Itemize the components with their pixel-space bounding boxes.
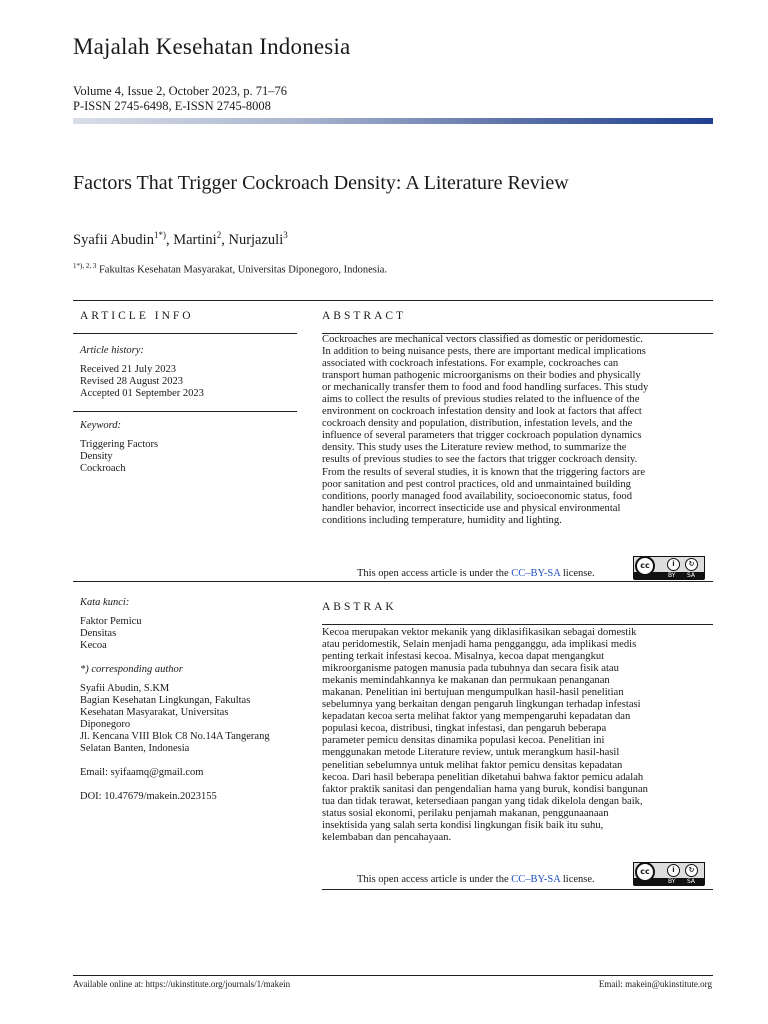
abstrak-line: mikroorganisme patogen manusia pada tubuhnya dan secara fisik atau: [322, 663, 619, 675]
badge-by-label: BY: [668, 572, 676, 579]
corresponding-line: Bagian Kesehatan Lingkungan, Fakultas: [80, 695, 251, 706]
abstrak-line: insektisida yang salah serta kondisi lingkungan fisik baik itu suhu,: [322, 819, 604, 831]
author-name: Martini: [173, 231, 217, 248]
badge-sa-label: SA: [687, 878, 696, 885]
kata-kunci: [80, 597, 142, 652]
author-list: [73, 230, 288, 249]
license-link[interactable]: CC–BY-SA: [511, 568, 561, 579]
divider: [322, 624, 713, 625]
corresponding-author: [80, 664, 295, 803]
kata-kunci-item: Densitas: [80, 628, 117, 639]
abstract-line: conditions including temperature, humidity and lighting.: [322, 514, 562, 526]
keyword-item: Density: [80, 451, 113, 462]
abstract-line: cockroach density and population, distribution, infestation levels, and the: [322, 418, 633, 430]
cc-by-sa-badge[interactable]: [633, 556, 705, 580]
issue-info: [73, 84, 287, 114]
abstrak-line: Kecoa merupakan vektor mekanik yang diklasifikasikan sebagai domestik: [322, 627, 637, 638]
author-separator: ,: [221, 231, 229, 248]
history-label: Article history:: [80, 345, 144, 356]
keyword-item: Cockroach: [80, 463, 126, 474]
license-prefix: This open access article is under the: [357, 874, 512, 885]
affiliation-text: Fakultas Kesehatan Masyarakat, Universitas Diponegoro, Indonesia.: [98, 264, 388, 276]
abstract-line: environment on cockroach infestation density and look at factors that affect: [322, 406, 642, 418]
abstract-line: associated with cockroach infestations. For example, cockroaches can: [322, 358, 619, 370]
abstrak-line: parameter pemicu densitas dinamika populasi kecoa. Penelitian ini: [322, 735, 605, 747]
abstract-line: In addition to being nuisance pests, there are important medical implications: [322, 346, 646, 358]
abstract-line: density. This study uses the Literature review method, to summarize the: [322, 442, 627, 454]
abstrak-line: menggunakan metode Literature review, untuk merangkum hasil-hasil: [322, 747, 620, 759]
abstract-line: or mechanically transfer them to food and food handling surfaces. This study: [322, 382, 649, 394]
abstract-line: From the results of several studies, it is known that the triggering factors are: [322, 466, 646, 478]
license-note: [357, 568, 595, 579]
footer-email[interactable]: Email: makein@ukinstitute.org: [598, 979, 712, 989]
abstrak-line: populasi kecoa, distribusi, tingkat infestasi, dan pengaruh beberapa: [322, 723, 607, 735]
divider: [73, 581, 713, 582]
divider: [73, 300, 713, 301]
journal-title: Majalah Kesehatan Indonesia: [73, 34, 351, 59]
abstract-line: Cockroaches are mechanical vectors classified as domestic or peridomestic.: [322, 334, 643, 345]
author-sup: 2: [216, 230, 222, 240]
author-sup: 1*): [153, 230, 166, 240]
header-gradient-bar: [73, 118, 713, 124]
abstrak-body: [322, 627, 706, 844]
affiliation: [73, 262, 387, 276]
author-name: Syafii Abudin: [73, 231, 154, 248]
history-item: Accepted 01 September 2023: [80, 388, 204, 399]
corresponding-email[interactable]: Email: syifaamq@gmail.com: [80, 767, 204, 778]
divider: [73, 411, 297, 412]
corresponding-line: Selatan Banten, Indonesia: [80, 743, 190, 754]
kata-kunci-item: Faktor Pemicu: [80, 616, 142, 627]
history-item: Revised 28 August 2023: [80, 376, 183, 387]
abstrak-line: status sosial ekonomi, perilaku penjamah makanan, penggunaanaan: [322, 807, 609, 819]
abstract-line: influence of several parameters that trigger cockroach population dynamics: [322, 430, 642, 442]
keyword-item: Triggering Factors: [80, 439, 159, 450]
abstrak-line: kelembaban dan pencahayaan.: [322, 831, 452, 843]
abstract-line: handler behavior, incorrect insecticide use and physical environmental: [322, 502, 621, 514]
attribution-icon: i: [667, 864, 680, 877]
share-alike-icon: ↻: [685, 864, 698, 877]
cc-by-sa-badge[interactable]: [633, 862, 705, 886]
abstrak-line: penelitian sebelumnya untuk melihat faktor pemicu densitas kepadatan: [322, 759, 623, 771]
issn-line: P-ISSN 2745-6498, E-ISSN 2745-8008: [73, 99, 271, 113]
corresponding-line: Kesehatan Masyarakat, Universitas: [80, 707, 229, 718]
author-sup: 3: [283, 230, 288, 240]
abstract-heading: ABSTRACT: [322, 310, 407, 322]
kata-kunci-label: Kata kunci:: [80, 597, 130, 608]
license-link[interactable]: CC–BY-SA: [511, 874, 561, 885]
badge-by-label: BY: [668, 878, 676, 885]
abstrak-line: faktor praktik sanitasi dan pengendalian hama yang buruk, kondisi bangunan: [322, 783, 648, 795]
article-info-heading: ARTICLE INFO: [80, 310, 194, 322]
abstrak-line: atau peridomestik, Selain menjadi hama pengganggu, ada implikasi medis: [322, 639, 637, 651]
history-item: Received 21 July 2023: [80, 364, 176, 375]
affiliation-sup: 1*), 2, 3: [73, 262, 97, 270]
license-suffix: license.: [560, 874, 595, 885]
abstrak-line: tua dan tidak terawat, ketersediaan pangan yang tidak dikelola dengan baik,: [322, 795, 643, 807]
share-alike-icon: ↻: [685, 558, 698, 571]
abstrak-line: sebelumnya yang berkaitan dengan pengaruh lingkungan terhadap infestasi: [322, 699, 641, 711]
abstrak-heading: ABSTRAK: [322, 601, 397, 613]
author-separator: ,: [165, 231, 174, 248]
attribution-icon: i: [667, 558, 680, 571]
keyword-label: Keyword:: [80, 420, 122, 431]
volume-line: Volume 4, Issue 2, October 2023, p. 71–76: [73, 84, 287, 98]
abstrak-line: mekanis memindahkannya ke makanan dan permukaan penanganan: [322, 675, 610, 687]
badge-sa-label: SA: [687, 572, 696, 579]
cc-icon: cc: [635, 862, 655, 882]
abstract-line: poor sanitation and pest control practices, old and unmaintained building: [322, 478, 631, 490]
abstrak-line: kecoa. Dari hasil beberapa penelitian diketahui bahwa faktor pemicu adalah: [322, 771, 644, 783]
keywords: [80, 420, 158, 475]
divider: [73, 333, 297, 334]
license-suffix: license.: [560, 568, 595, 579]
license-prefix: This open access article is under the: [357, 568, 512, 579]
abstrak-line: penting terkait infestasi kecoa. Misalnya, kecoa dapat mengangkut: [322, 651, 605, 663]
corresponding-line: Syafii Abudin, S.KM: [80, 683, 170, 694]
abstract-body: [322, 334, 706, 527]
abstract-line: results of previous studies to see the factors that trigger cockroach density.: [322, 454, 638, 466]
doi[interactable]: DOI: 10.47679/makein.2023155: [80, 791, 217, 802]
abstract-line: conditions, poorly managed food availability, socioeconomic status, food: [322, 490, 632, 502]
divider: [73, 975, 713, 976]
cc-icon: cc: [635, 556, 655, 576]
author-name: Nurjazuli: [228, 231, 284, 248]
footer-url[interactable]: Available online at: https://ukinstitute.org/journals/1/makein: [73, 979, 291, 989]
abstract-line: transport human pathogenic microorganisms on their bodies and physically: [322, 370, 641, 382]
abstract-line: aims to collect the results of previous studies related to the influence of the: [322, 394, 640, 406]
abstrak-line: kepadatan kecoa serta melihat faktor yang mempengaruhi kepadatan dan: [322, 711, 631, 723]
divider: [322, 889, 713, 890]
corresponding-line: Diponegoro: [80, 719, 131, 730]
license-note: [357, 874, 595, 885]
kata-kunci-item: Kecoa: [80, 640, 107, 651]
article-history: [80, 345, 204, 400]
article-title: Factors That Trigger Cockroach Density: A Literature Review: [73, 172, 569, 194]
corresponding-label: *) corresponding author: [80, 664, 183, 675]
corresponding-line: Jl. Kencana VIII Blok C8 No.14A Tangerang: [80, 731, 270, 742]
abstrak-line: makanan. Penelitian ini bertujuan mengumpulkan hasil-hasil penelitian: [322, 687, 624, 699]
